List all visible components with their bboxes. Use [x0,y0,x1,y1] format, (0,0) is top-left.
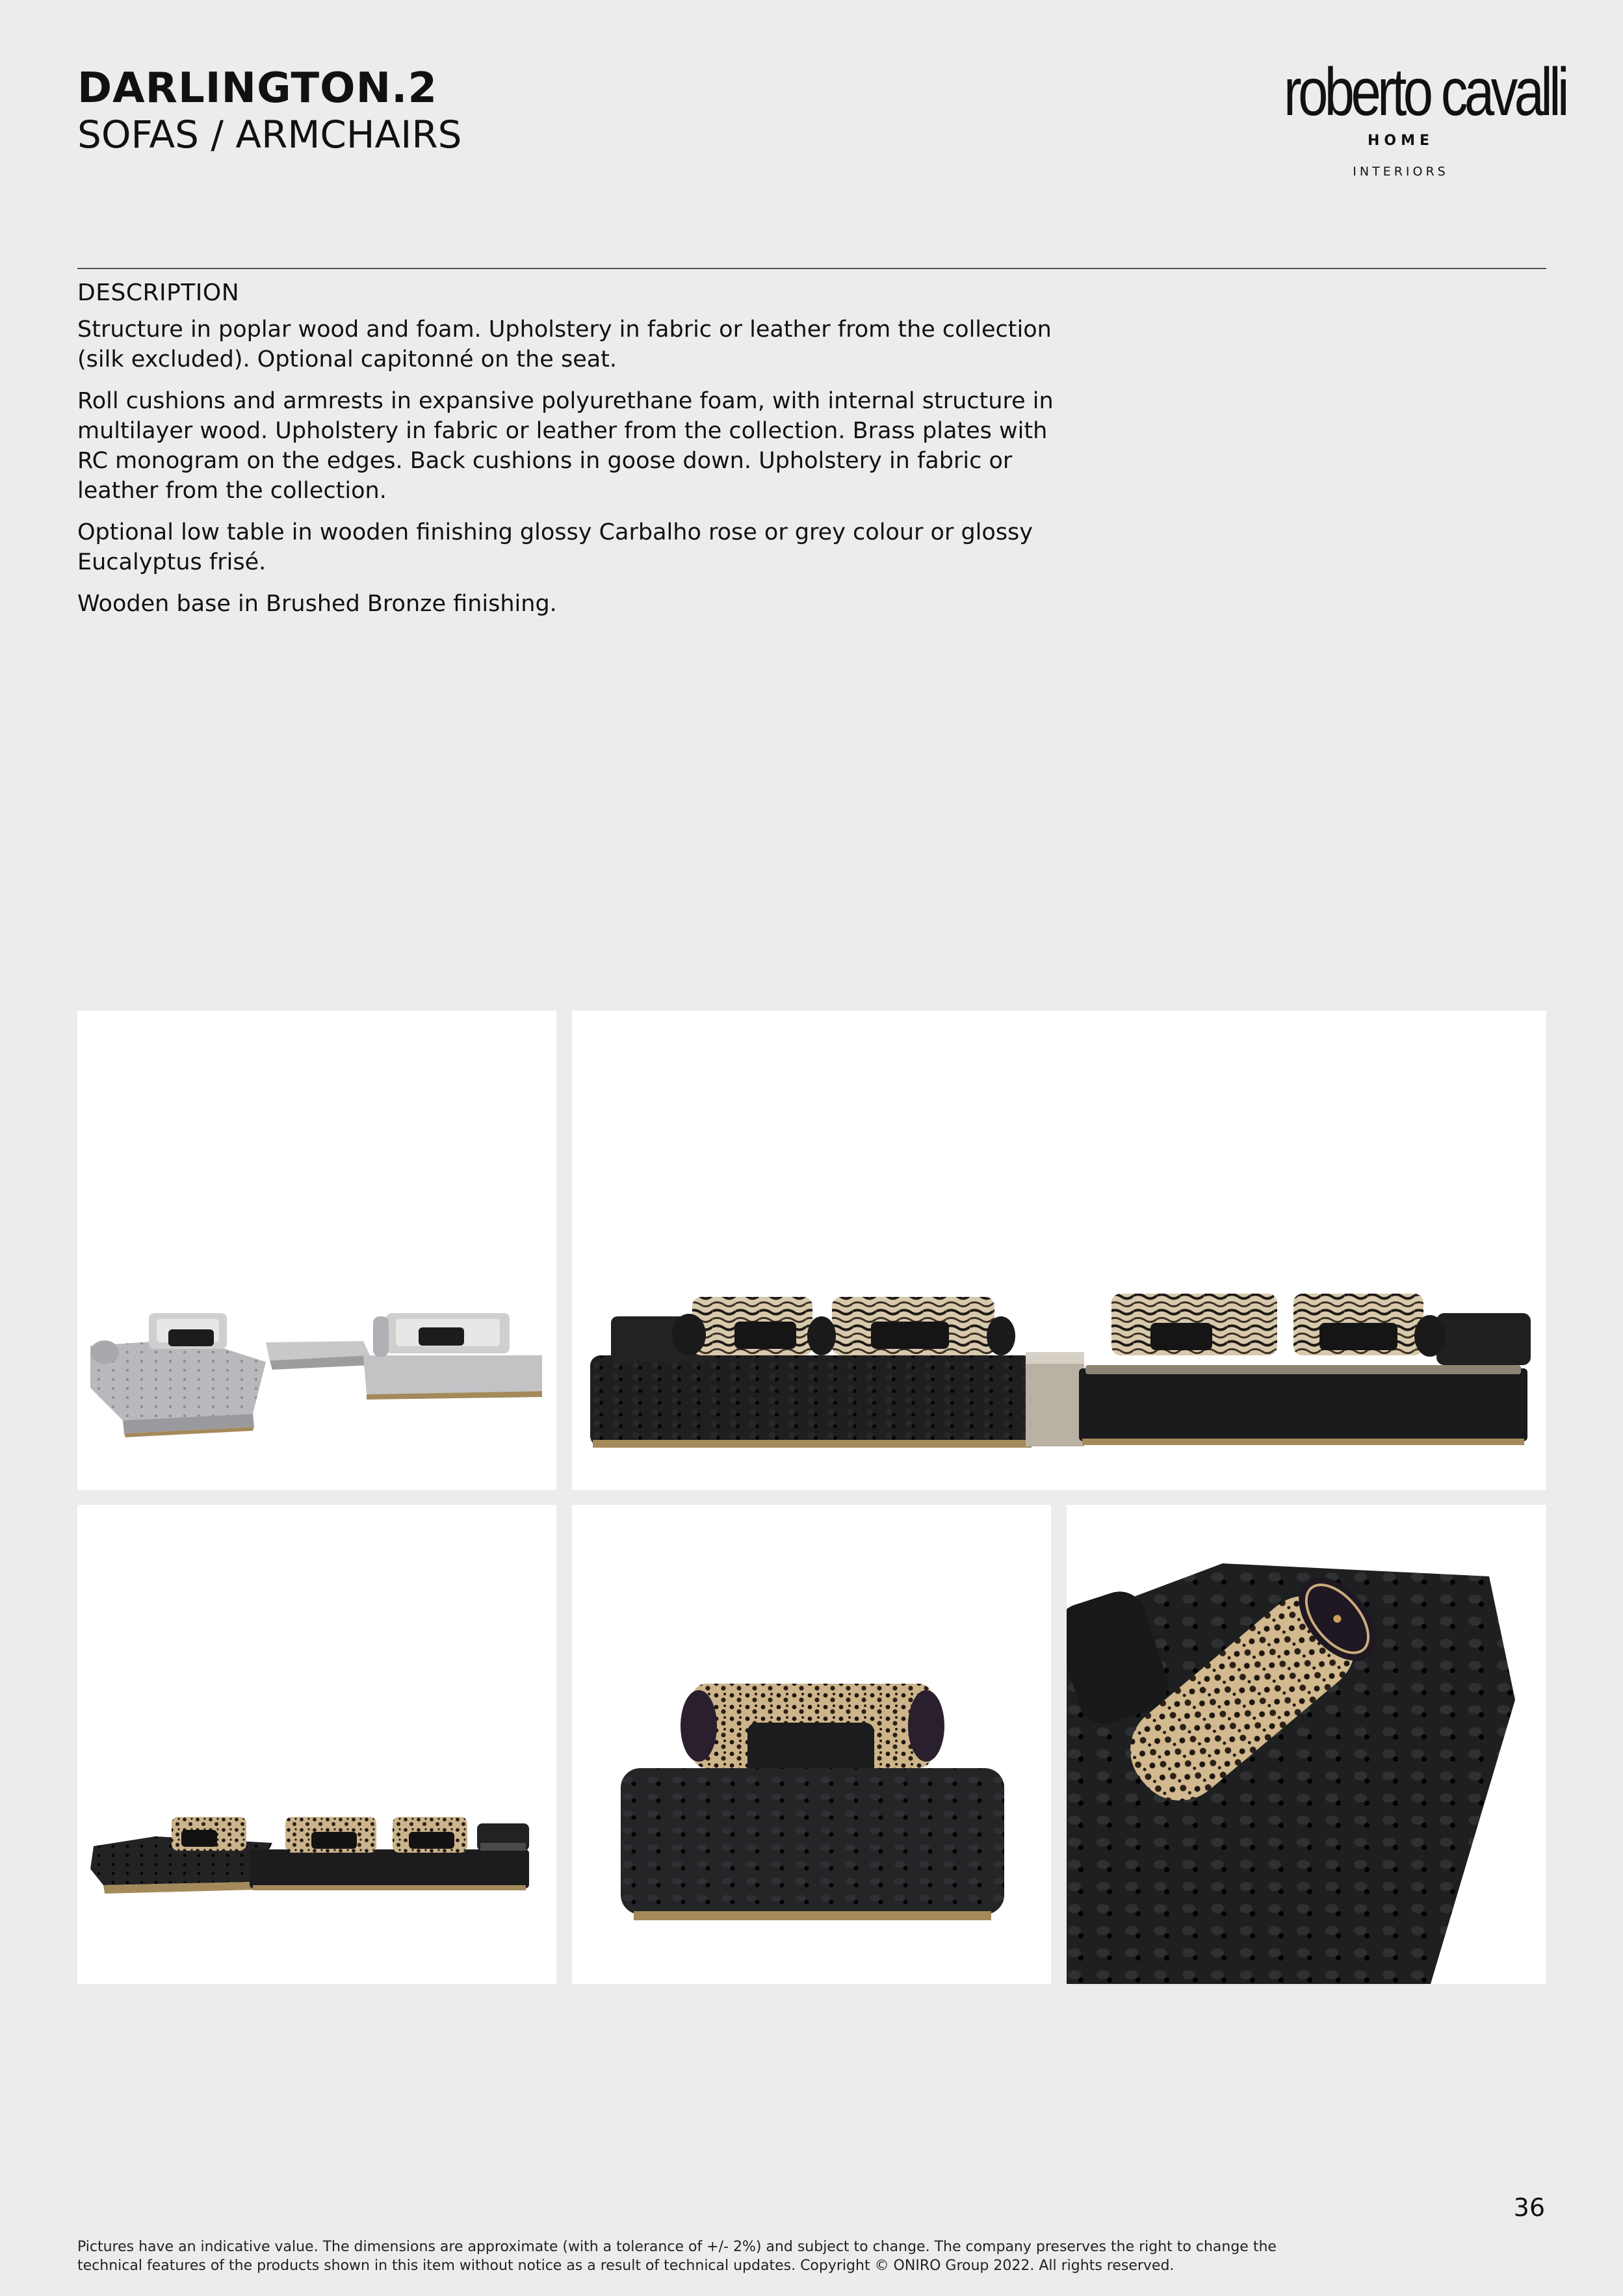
description-paragraph: Structure in poplar wood and foam. Upholstery in fabric or leather from the collection (silk excluded). Optional capitonné on the seat. [77,317,1052,372]
black-daybed-illustration [572,1505,1051,1984]
page-number: 36 [1513,2193,1545,2222]
grey-sofa-illustration [77,1011,556,1490]
description-heading: DESCRIPTION [77,280,240,306]
cushion-detail-illustration [1067,1505,1546,1984]
description-body [77,315,1078,631]
product-category: SOFAS / ARMCHAIRS [77,112,462,157]
photo-black-daybed [572,1505,1051,1984]
footer-disclaimer-line: Pictures have an indicative value. The dimensions are approximate (with a tolerance of +/- 2%) and subject to change. The company preserves the right to change the [77,2239,1277,2255]
black-modular-sofa-illustration [572,1011,1546,1490]
product-title: DARLINGTON.2 [77,64,437,112]
description-paragraph: Roll cushions and armrests in expansive polyurethane foam, with internal structure in multilayer wood. Upholstery in fabric or leather from the collection. Brass plates with RC monogram on the edges. Back cushions in goose down. Upholstery in fabric or leather from the collection. [77,388,1054,504]
brand-logo-interiors: INTERIORS [1353,164,1449,179]
brand-logo [1254,55,1566,179]
description-paragraph: Optional low table in wooden finishing glossy Carbalho rose or grey colour or glossy Eucalyptus frisé. [77,519,1033,575]
header-divider [77,268,1546,269]
photo-cushion-detail [1067,1505,1546,1984]
description-paragraph: Wooden base in Brushed Bronze finishing. [77,591,557,617]
brand-logo-wordmark: roberto cavalli [1284,55,1566,130]
photo-grey-sectional-sofa [77,1011,556,1490]
photo-black-modular-sofa [572,1011,1546,1490]
black-corner-sofa-illustration [77,1505,556,1984]
footer-disclaimer [77,2237,1377,2275]
photo-black-corner-sofa [77,1505,556,1984]
footer-disclaimer-line: technical features of the products shown in this item without notice as a result of technical updates. Copyright © ONIRO Group 2022. All rights reserved. [77,2258,1175,2274]
brand-logo-home: HOME [1367,133,1435,149]
